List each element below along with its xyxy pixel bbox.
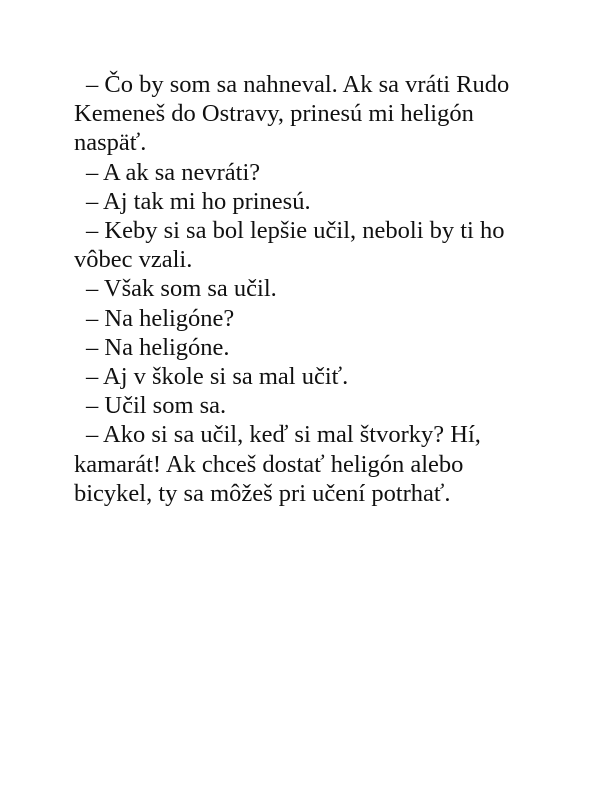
dialogue-paragraph: – Keby si sa bol lepšie učil, neboli by ti ho vôbec vzali.	[74, 217, 505, 274]
dialogue-paragraph: – Ako si sa učil, keď si mal štvorky? Hí, kamarát! Ak chceš dostať heligón alebo bicykel, ty sa môžeš pri učení potrhať.	[74, 421, 481, 507]
dialogue-paragraph: – Na heligóne.	[86, 333, 230, 361]
dialogue-paragraph: – Aj v škole si sa mal učiť.	[86, 363, 349, 391]
dialogue-paragraph: – A ak sa nevráti?	[86, 158, 261, 186]
dialogue-paragraph: – Čo by som sa nahneval. Ak sa vráti Rudo Kemeneš do Ostravy, prinesú mi heligón naspäť.	[74, 71, 510, 157]
dialogue-paragraph: – Na heligóne?	[86, 304, 235, 332]
document-body	[74, 70, 544, 508]
dialogue-paragraph: – Aj tak mi ho prinesú.	[86, 187, 311, 215]
dialogue-paragraph: – Učil som sa.	[86, 392, 227, 420]
dialogue-paragraph: – Však som sa učil.	[86, 275, 277, 303]
